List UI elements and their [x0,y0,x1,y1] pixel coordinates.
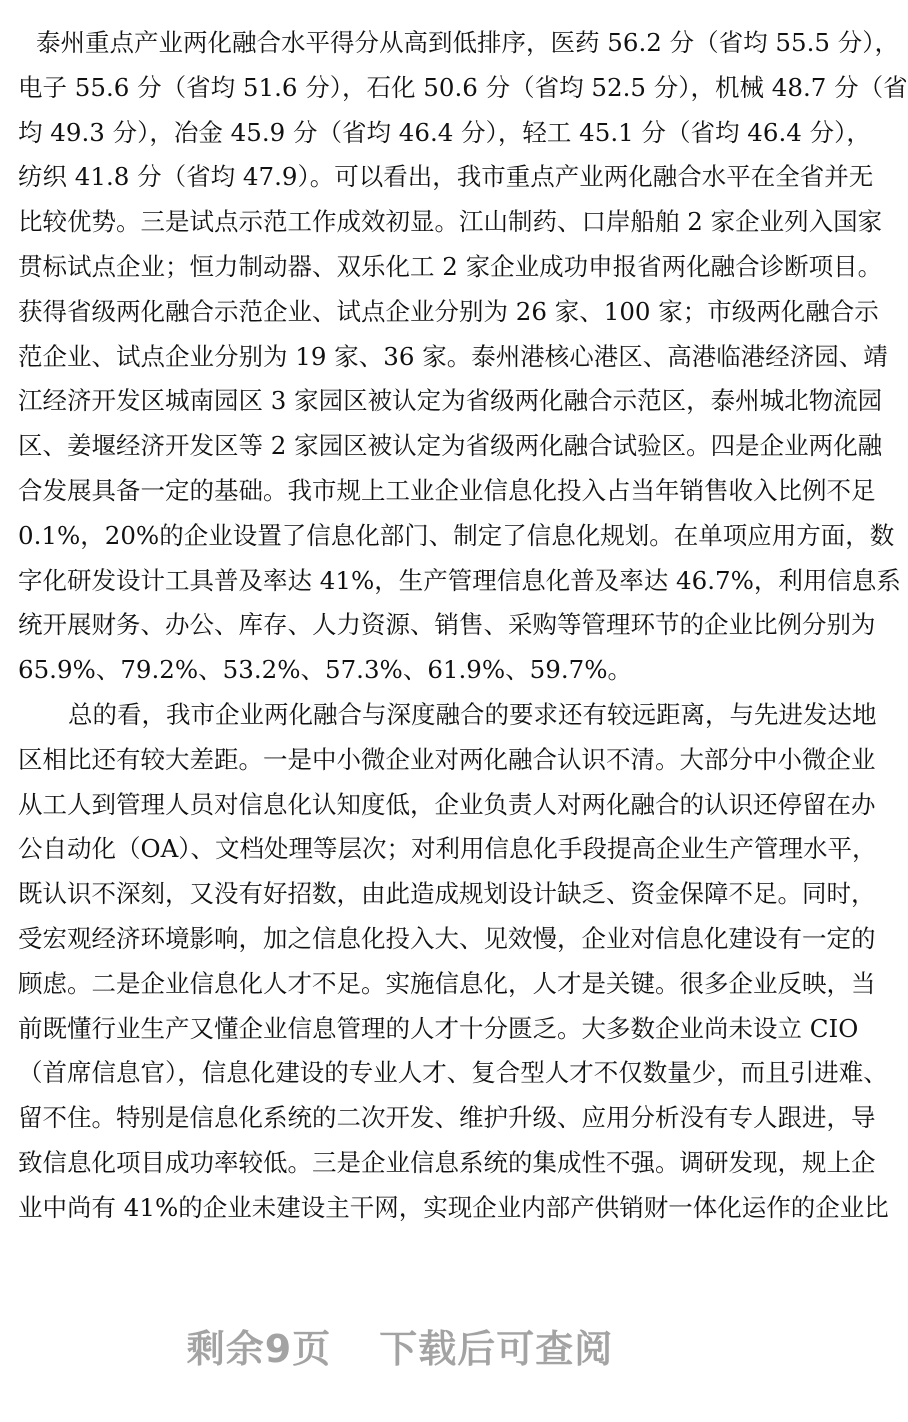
text-line: 致信息化项目成功率较低。三是企业信息系统的集成性不强。调研发现，规上企 [18,1147,876,1177]
paragraph-1 [18,21,908,693]
text-line: 区、姜堰经济开发区等 2 家园区被认定为省级两化融合试验区。四是企业两化融 [18,431,883,461]
text-line: 范企业、试点企业分别为 19 家、36 家。泰州港核心港区、高港临港经济园、靖 [18,341,888,371]
text-line: 前既懂行业生产又懂企业信息管理的人才十分匮乏。大多数企业尚未设立 CIO [18,1013,859,1043]
document-body [18,21,908,1231]
text-line: （首席信息官），信息化建设的专业人才、复合型人才不仅数量少，而且引进难、 [18,1058,888,1088]
remaining-pages-label: 剩余9页 [186,1327,332,1371]
text-line: 65.9%、79.2%、53.2%、57.3%、61.9%、59.7%。 [18,655,632,685]
text-line: 泰州重点产业两化融合水平得分从高到低排序，医药 56.2 分（省均 55.5 分）， [36,28,899,57]
text-line: 获得省级两化融合示范企业、试点企业分别为 26 家、100 家；市级两化融合示 [18,296,879,326]
text-line: 贯标试点企业；恒力制动器、双乐化工 2 家企业成功申报省两化融合诊断项目。 [18,251,883,281]
text-line: 从工人到管理人员对信息化认知度低，企业负责人对两化融合的认识还停留在办 [18,789,876,819]
text-line: 业中尚有 41%的企业未建设主干网，实现企业内部产供销财一体化运作的企业比 [18,1192,889,1222]
text-line: 合发展具备一定的基础。我市规上工业企业信息化投入占当年销售收入比例不足 [18,475,876,505]
text-line: 顾虑。二是企业信息化人才不足。实施信息化，人才是关键。很多企业反映，当 [18,968,876,998]
text-line: 区相比还有较大差距。一是中小微企业对两化融合认识不清。大部分中小微企业 [18,744,876,774]
text-line: 统开展财务、办公、库存、人力资源、销售、采购等管理环节的企业比例分别为 [18,610,876,640]
text-line: 江经济开发区城南园区 3 家园区被认定为省级两化融合示范区，泰州城北物流园 [18,386,883,416]
download-prompt[interactable] [0,1318,800,1373]
text-line: 均 49.3 分），冶金 45.9 分（省均 46.4 分），轻工 45.1 分（省均 46.4 分）， [18,117,871,147]
text-line: 比较优势。三是试点示范工作成效初显。江山制药、口岸船舶 2 家企业列入国家 [18,207,883,237]
text-line: 0.1%，20%的企业设置了信息化部门、制定了信息化规划。在单项应用方面，数 [18,520,895,550]
text-line: 受宏观经济环境影响，加之信息化投入大、见效慢，企业对信息化建设有一定的 [18,923,876,953]
download-to-view-label: 下载后可查阅 [379,1327,614,1371]
text-line: 公自动化（OA）、文档处理等层次；对利用信息化手段提高企业生产管理水平， [18,834,877,864]
text-line: 既认识不深刻，又没有好招数，由此造成规划设计缺乏、资金保障不足。同时， [18,879,876,909]
text-line: 纺织 41.8 分（省均 47.9）。可以看出，我市重点产业两化融合水平在全省并无 [18,162,874,192]
text-line: 电子 55.6 分（省均 51.6 分），石化 50.6 分（省均 52.5 分），机械 48.7 分（省 [18,72,908,102]
text-line: 字化研发设计工具普及率达 41%，生产管理信息化普及率达 46.7%，利用信息系 [18,565,901,595]
paragraph-2 [18,693,889,1231]
text-line: 总的看，我市企业两化融合与深度融合的要求还有较远距离，与先进发达地 [68,699,877,729]
text-line: 留不住。特别是信息化系统的二次开发、维护升级、应用分析没有专人跟进，导 [18,1103,876,1133]
